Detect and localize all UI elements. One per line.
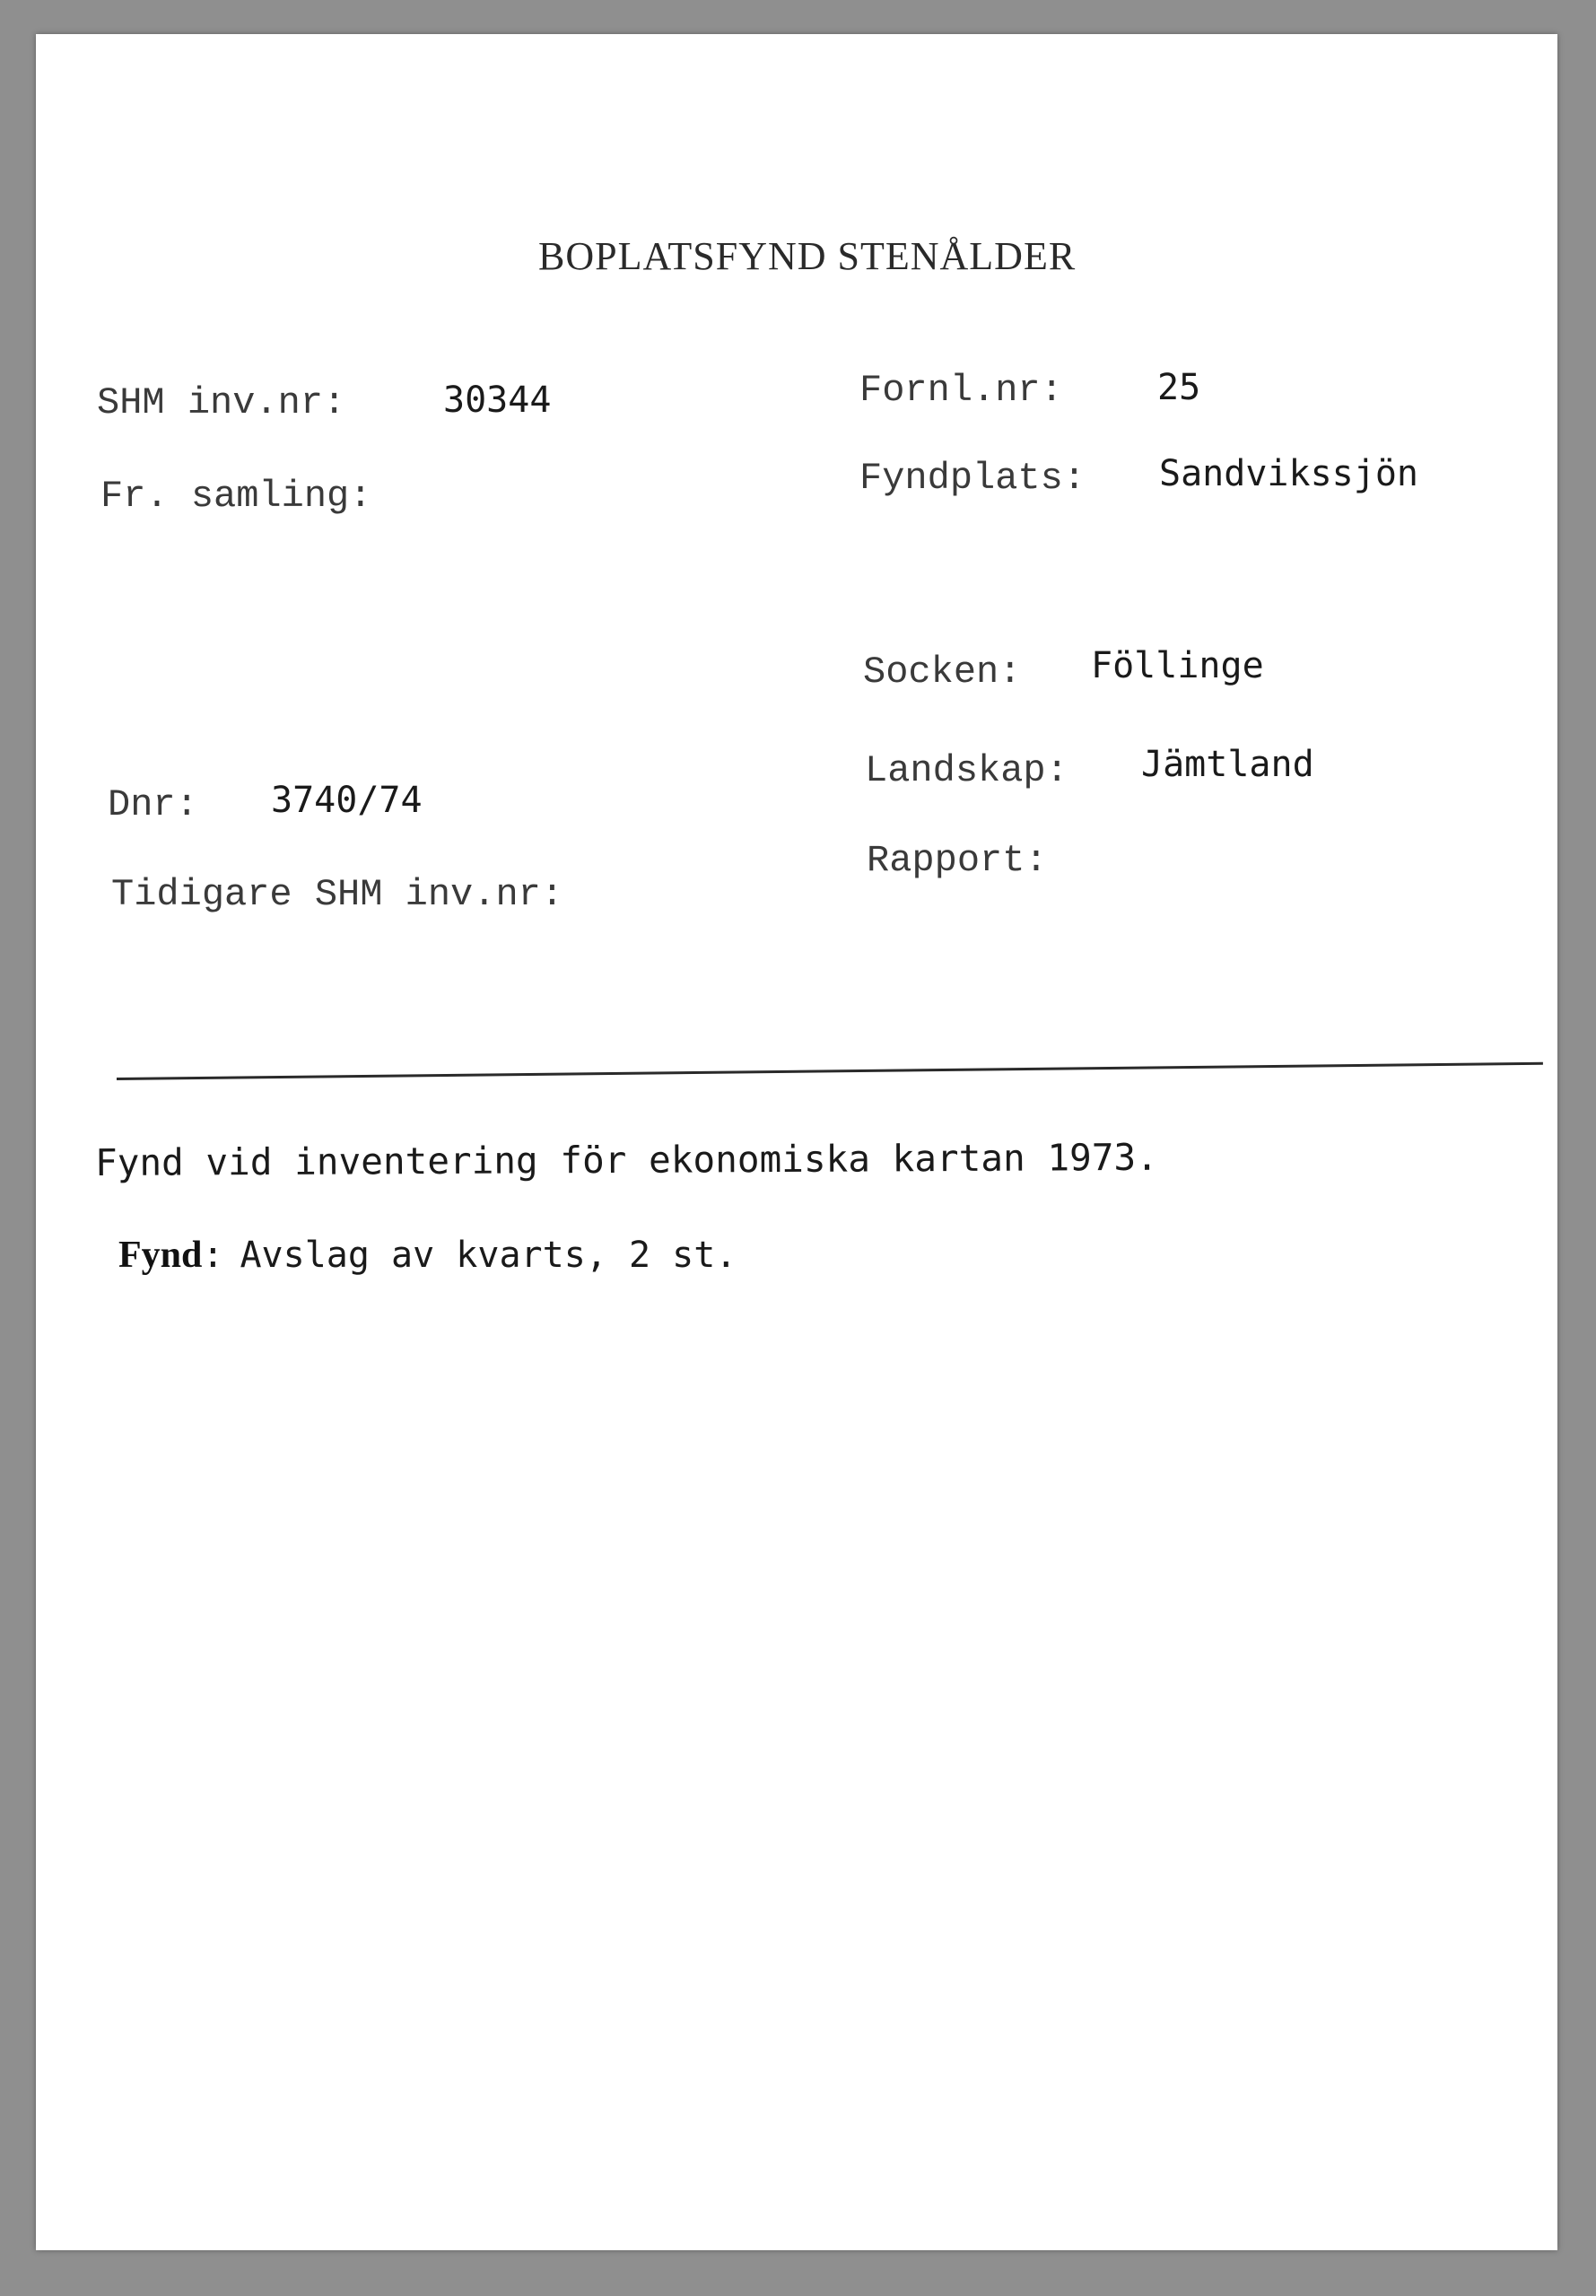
catalog-card	[36, 34, 1557, 2250]
fynd-line	[118, 1236, 737, 1274]
socken-label: Socken:	[863, 650, 1022, 694]
socken-value: Föllinge	[1091, 645, 1264, 686]
fyndplats-value: Sandvikssjön	[1159, 453, 1418, 494]
fyndplats-label: Fyndplats:	[859, 457, 1086, 500]
shm-inv-nr-value: 30344	[443, 380, 552, 421]
description-text: Fynd vid inventering för ekonomiska kartan 1973.	[94, 1135, 1158, 1184]
dnr-label: Dnr:	[108, 783, 198, 826]
fornl-nr-value: 25	[1157, 367, 1201, 408]
divider-line	[117, 1062, 1543, 1080]
dnr-value: 3740/74	[271, 780, 423, 821]
shm-inv-nr-label: SHM inv.nr:	[97, 381, 346, 424]
landskap-value: Jämtland	[1141, 744, 1314, 785]
fynd-label: Fynd	[118, 1235, 203, 1276]
fornl-nr-label: Fornl.nr:	[859, 369, 1063, 412]
tidigare-shm-inv-nr-label: Tidigare SHM inv.nr:	[111, 873, 564, 916]
fynd-value: Avslag av kvarts, 2 st.	[240, 1235, 737, 1276]
landskap-label: Landskap:	[865, 749, 1068, 792]
card-title: BOPLATSFYND STENÅLDER	[538, 234, 1077, 278]
fynd-separator: :	[202, 1235, 224, 1276]
fr-samling-label: Fr. samling:	[100, 475, 372, 518]
rapport-label: Rapport:	[867, 839, 1048, 882]
